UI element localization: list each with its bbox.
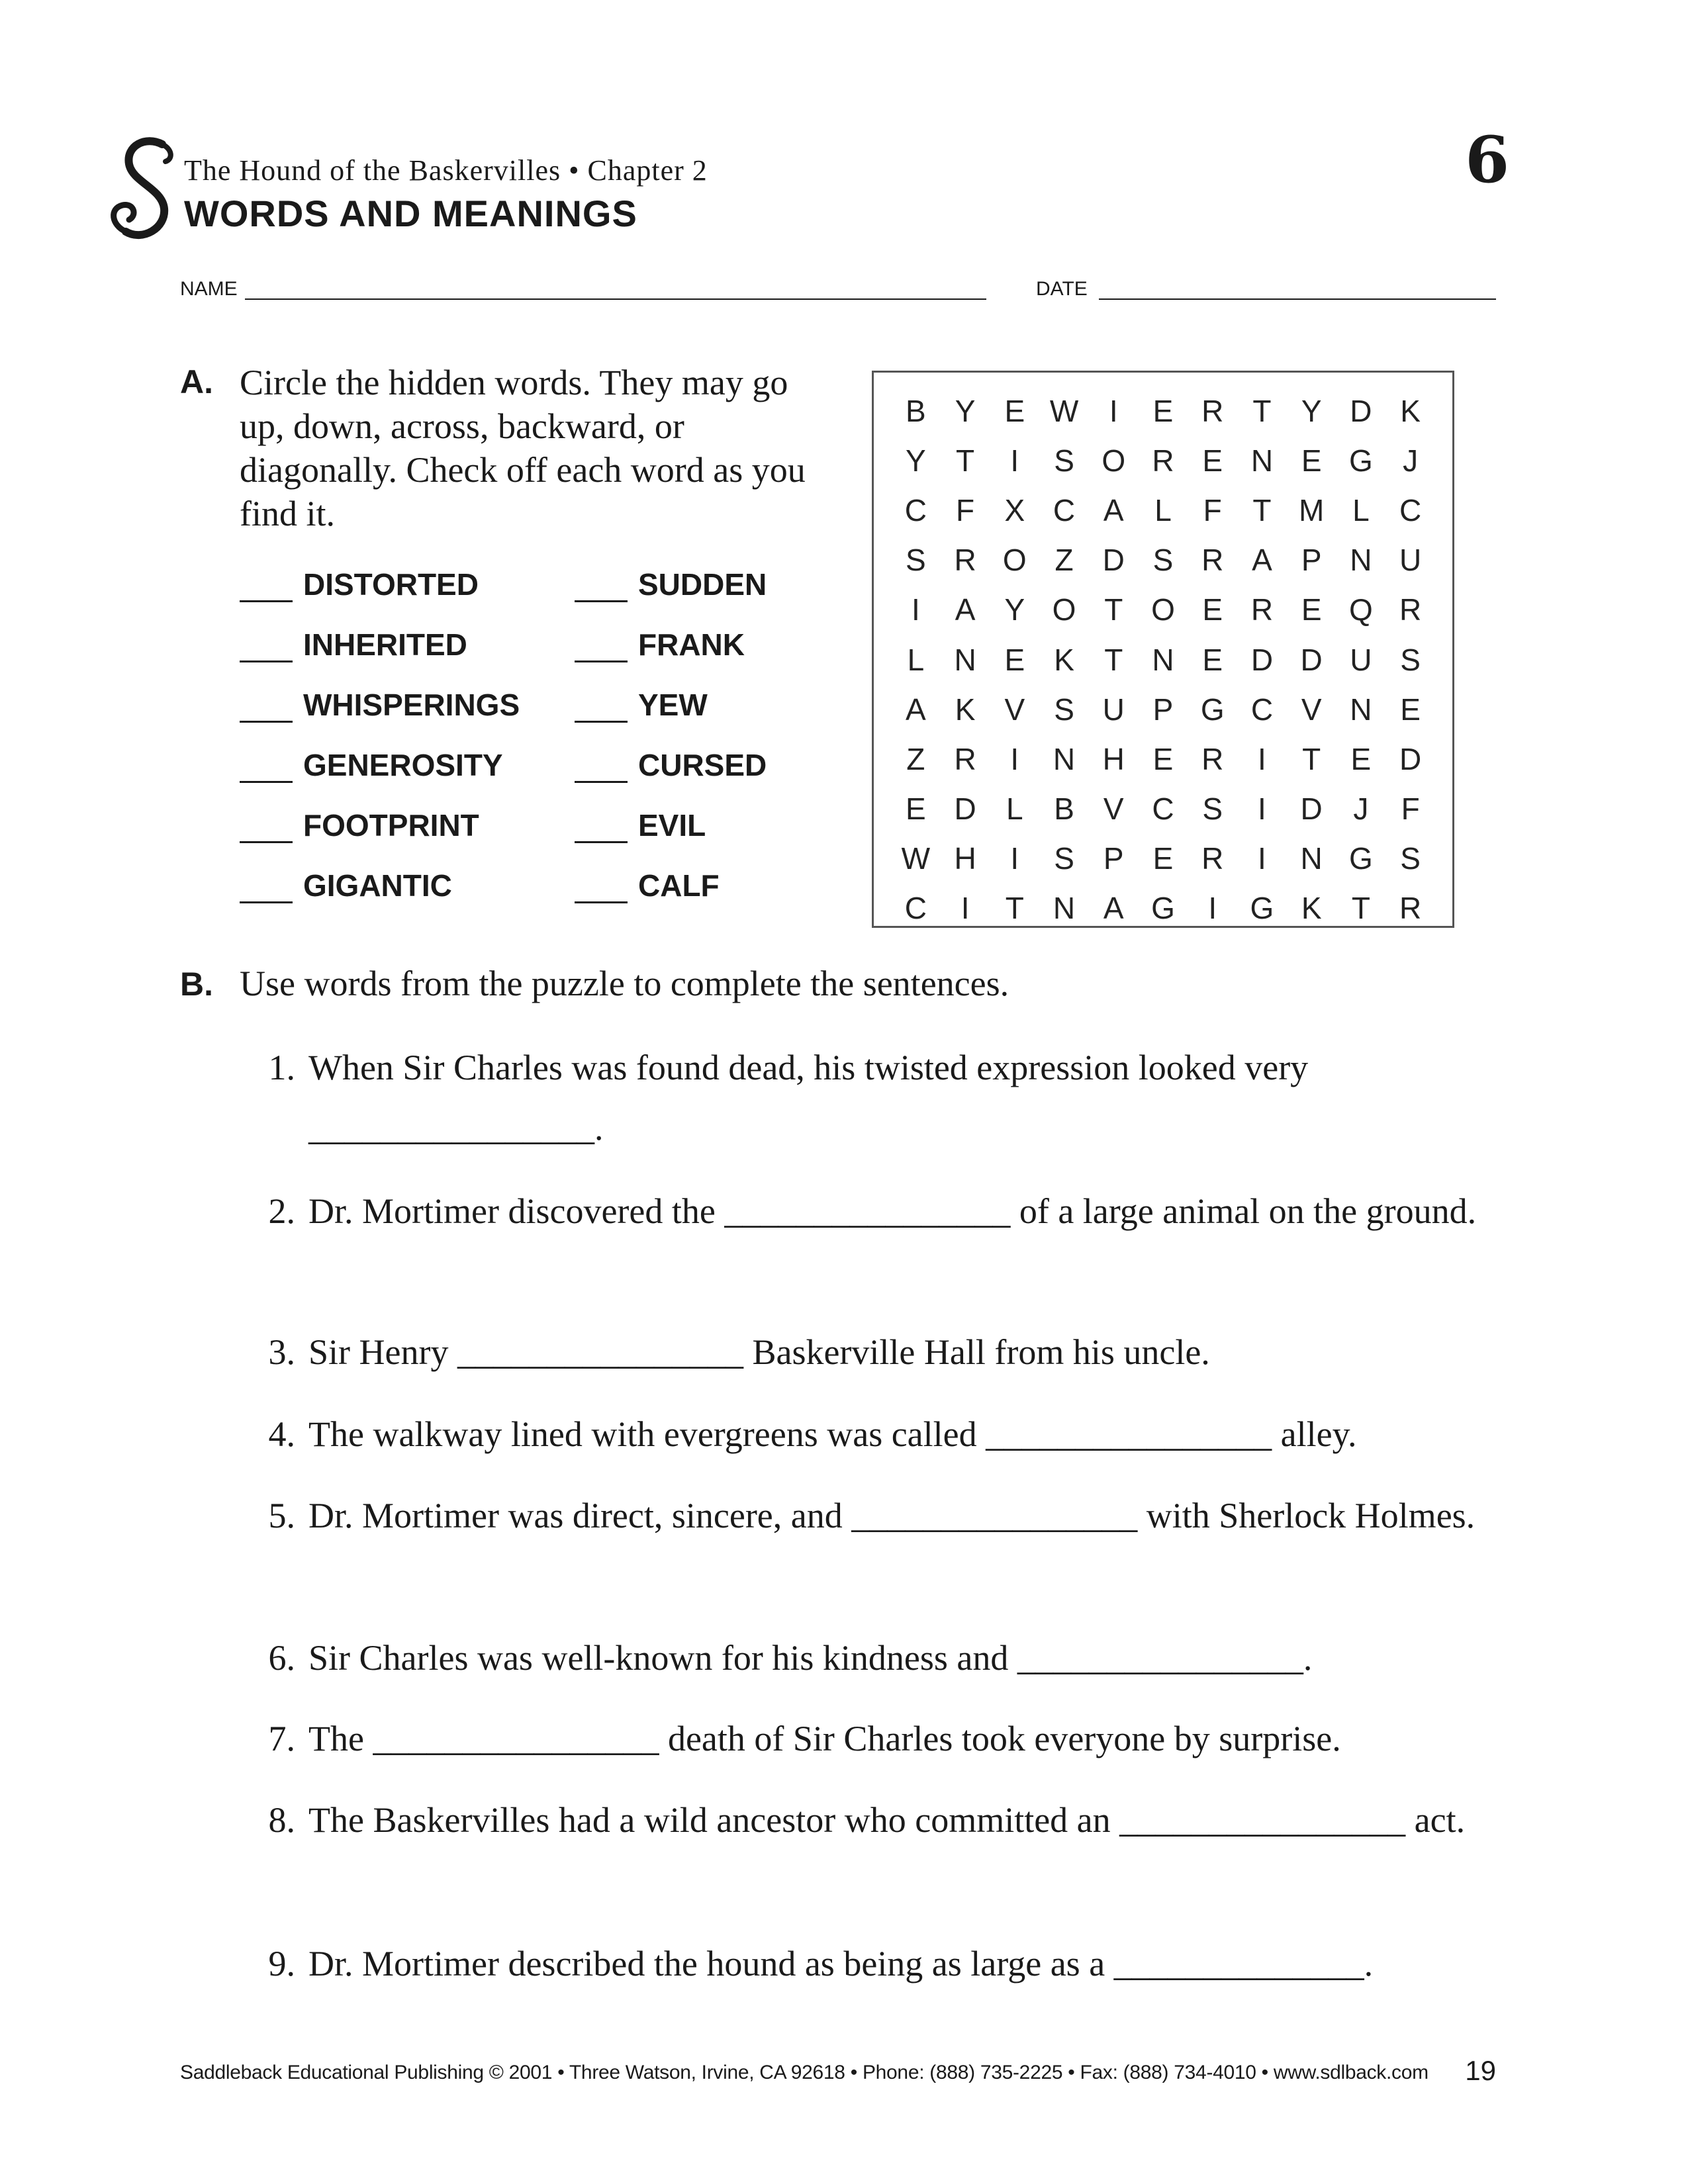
puzzle-letter[interactable]: T: [956, 443, 975, 478]
section-a-letter: A.: [180, 363, 213, 400]
puzzle-letter[interactable]: S: [1152, 543, 1174, 578]
check-blank[interactable]: [240, 812, 293, 843]
worksheet-title: WORDS AND MEANINGS: [184, 193, 637, 234]
puzzle-letter[interactable]: I: [1010, 443, 1019, 478]
sentence-item: [240, 1038, 1497, 1158]
puzzle-letter[interactable]: E: [1202, 592, 1223, 627]
sentence-item: [240, 1181, 1497, 1242]
word-checklist-item: [575, 743, 767, 783]
puzzle-letter[interactable]: I: [1010, 841, 1019, 876]
page-number: 19: [1465, 2055, 1496, 2086]
puzzle-letter[interactable]: N: [1053, 741, 1076, 776]
puzzle-letter[interactable]: G: [1151, 891, 1175, 926]
series-title: The Hound of the Baskervilles • Chapter 2: [184, 154, 708, 187]
word-checklist-item: [240, 623, 467, 662]
puzzle-letter[interactable]: O: [1151, 592, 1175, 627]
puzzle-letter[interactable]: D: [1250, 642, 1274, 677]
word-search-puzzle: [872, 371, 1454, 928]
puzzle-letter[interactable]: N: [1350, 692, 1372, 727]
word-checklist-item: [240, 563, 479, 602]
word-label: GENEROSITY: [303, 748, 503, 782]
sentence-text: The walkway lined with evergreens was called ________________ alley.: [308, 1414, 1357, 1454]
puzzle-letter[interactable]: H: [954, 841, 976, 876]
word-label: CALF: [638, 868, 720, 903]
puzzle-letter[interactable]: D: [954, 792, 976, 827]
sentence-text: Sir Henry ________________ Baskerville Hall from his uncle.: [308, 1332, 1210, 1372]
puzzle-letter[interactable]: P: [1103, 841, 1124, 876]
sentence-item: [240, 1790, 1497, 1850]
puzzle-letter[interactable]: D: [1300, 792, 1323, 827]
section-b-instructions: Use words from the puzzle to complete the sentences.: [240, 964, 1009, 1003]
puzzle-letter[interactable]: N: [1152, 642, 1174, 677]
word-label: FOOTPRINT: [303, 808, 479, 842]
check-blank[interactable]: [575, 812, 628, 843]
word-label: FRANK: [638, 627, 745, 662]
sentence-text: The Baskervilles had a wild ancestor who committed an ________________ act.: [308, 1800, 1466, 1840]
puzzle-letter[interactable]: G: [1349, 443, 1373, 478]
word-checklist-item: [240, 803, 479, 843]
puzzle-letter[interactable]: R: [1399, 891, 1422, 926]
sentence-text: The ________________ death of Sir Charles took everyone by surprise.: [308, 1719, 1341, 1758]
puzzle-letter[interactable]: M: [1299, 492, 1325, 527]
puzzle-letter[interactable]: K: [1301, 891, 1322, 926]
check-blank[interactable]: [575, 752, 628, 783]
check-blank[interactable]: [575, 571, 628, 602]
puzzle-letter[interactable]: C: [904, 492, 927, 527]
puzzle-letter[interactable]: E: [1202, 642, 1223, 677]
puzzle-letter[interactable]: T: [1252, 393, 1272, 428]
puzzle-letter[interactable]: Y: [1004, 592, 1025, 627]
puzzle-letter[interactable]: R: [1201, 393, 1224, 428]
sentence-number: 9.: [268, 1944, 295, 1983]
puzzle-letter[interactable]: X: [1004, 492, 1025, 527]
puzzle-letter[interactable]: A: [1103, 492, 1124, 527]
puzzle-letter[interactable]: I: [1208, 891, 1217, 926]
puzzle-letter[interactable]: S: [1400, 841, 1421, 876]
sentence-item: [240, 1628, 1497, 1688]
puzzle-letter[interactable]: D: [1399, 741, 1422, 776]
puzzle-letter[interactable]: G: [1250, 891, 1274, 926]
date-label: DATE: [1036, 278, 1088, 300]
puzzle-letter[interactable]: E: [1400, 692, 1421, 727]
puzzle-letter[interactable]: L: [1006, 792, 1023, 827]
puzzle-letter[interactable]: C: [1250, 692, 1274, 727]
word-label: YEW: [638, 688, 708, 722]
puzzle-letter[interactable]: R: [954, 543, 976, 578]
publisher-footer: Saddleback Educational Publishing © 2001 • Three Watson, Irvine, CA 92618 • Phone: (888) 735-2225 • Fax: (888) 734-4010 • www.sdlback.com: [180, 2062, 1429, 2083]
puzzle-letter[interactable]: A: [1103, 891, 1124, 926]
word-label: DISTORTED: [303, 567, 479, 602]
puzzle-letter[interactable]: E: [1152, 841, 1174, 876]
puzzle-letter[interactable]: Z: [906, 741, 925, 776]
puzzle-letter[interactable]: P: [1152, 692, 1174, 727]
section-a-instructions: Circle the hidden words. They may go up, down, across, backward, or diagonally. Check off each word as you find it.: [240, 363, 806, 533]
sentence-number: 5.: [268, 1496, 295, 1535]
puzzle-letter[interactable]: R: [1399, 592, 1422, 627]
puzzle-letter[interactable]: O: [1102, 443, 1126, 478]
puzzle-letter[interactable]: T: [1302, 741, 1321, 776]
check-blank[interactable]: [575, 872, 628, 903]
puzzle-letter[interactable]: C: [1053, 492, 1076, 527]
sentence-item: [240, 1709, 1497, 1769]
puzzle-letter[interactable]: R: [954, 741, 976, 776]
puzzle-letter[interactable]: A: [955, 592, 976, 627]
word-checklist-item: [575, 623, 745, 662]
check-blank[interactable]: [240, 692, 293, 723]
puzzle-letter[interactable]: A: [906, 692, 926, 727]
puzzle-letter[interactable]: V: [1004, 692, 1025, 727]
puzzle-letter[interactable]: E: [1301, 443, 1322, 478]
puzzle-letter[interactable]: G: [1349, 841, 1373, 876]
puzzle-letter[interactable]: J: [1403, 443, 1419, 478]
puzzle-letter[interactable]: R: [1201, 841, 1224, 876]
sentence-number: 8.: [268, 1800, 295, 1840]
check-blank[interactable]: [240, 571, 293, 602]
puzzle-letter[interactable]: I: [911, 592, 920, 627]
puzzle-letter[interactable]: N: [954, 642, 976, 677]
puzzle-letter[interactable]: K: [1054, 642, 1074, 677]
word-checklist-item: [240, 743, 503, 783]
puzzle-letter[interactable]: N: [1350, 543, 1372, 578]
check-blank[interactable]: [240, 752, 293, 783]
word-label: CURSED: [638, 748, 767, 782]
puzzle-letter[interactable]: E: [1301, 592, 1322, 627]
word-checklist-item: [575, 864, 720, 903]
puzzle-letter[interactable]: D: [1102, 543, 1125, 578]
word-checklist-item: [575, 683, 708, 723]
check-blank[interactable]: [575, 631, 628, 662]
sentence-number: 3.: [268, 1332, 295, 1372]
puzzle-letter[interactable]: S: [1202, 792, 1223, 827]
puzzle-letter[interactable]: S: [906, 543, 926, 578]
puzzle-letter[interactable]: I: [1258, 792, 1266, 827]
sentence-number: 6.: [268, 1638, 295, 1678]
puzzle-letter[interactable]: Y: [1301, 393, 1322, 428]
sentence-number: 2.: [268, 1191, 295, 1231]
sentence-text: Dr. Mortimer discovered the ________________ of a large animal on the ground.: [308, 1191, 1477, 1231]
puzzle-letter[interactable]: F: [1203, 492, 1222, 527]
puzzle-letter[interactable]: N: [1300, 841, 1323, 876]
word-checklist-item: [240, 864, 452, 903]
puzzle-letter[interactable]: T: [1351, 891, 1370, 926]
check-blank[interactable]: [240, 631, 293, 662]
word-label: GIGANTIC: [303, 868, 452, 903]
puzzle-letter[interactable]: B: [1054, 792, 1074, 827]
word-label: EVIL: [638, 808, 706, 842]
puzzle-letter[interactable]: Y: [955, 393, 976, 428]
sheet-number: 6: [1465, 122, 1509, 197]
puzzle-letter[interactable]: R: [1250, 592, 1274, 627]
puzzle-letter[interactable]: T: [1005, 891, 1024, 926]
puzzle-letter[interactable]: Y: [906, 443, 926, 478]
puzzle-letter[interactable]: O: [1052, 592, 1076, 627]
puzzle-letter[interactable]: K: [955, 692, 976, 727]
sentence-text: When Sir Charles was found dead, his twisted expression looked very ________________.: [308, 1048, 1309, 1148]
puzzle-letter[interactable]: E: [1004, 393, 1025, 428]
sentence-text: Sir Charles was well-known for his kindness and ________________.: [308, 1638, 1313, 1678]
puzzle-letter[interactable]: F: [1401, 792, 1420, 827]
puzzle-letter[interactable]: C: [1399, 492, 1422, 527]
check-blank[interactable]: [575, 692, 628, 723]
sentence-item: [240, 1934, 1497, 1994]
puzzle-letter[interactable]: E: [1202, 443, 1223, 478]
sentence-text: Dr. Mortimer was direct, sincere, and ________________ with Sherlock Holmes.: [308, 1496, 1476, 1535]
puzzle-letter[interactable]: P: [1301, 543, 1322, 578]
sentence-item: [240, 1322, 1497, 1383]
puzzle-letter[interactable]: C: [1152, 792, 1174, 827]
puzzle-letter[interactable]: I: [961, 891, 970, 926]
sentence-text: Dr. Mortimer described the hound as being as large as a ______________.: [308, 1944, 1374, 1983]
puzzle-letter[interactable]: D: [1350, 393, 1372, 428]
sentence-item: [240, 1486, 1497, 1546]
sentence-item: [240, 1404, 1497, 1465]
puzzle-letter[interactable]: E: [1350, 741, 1372, 776]
puzzle-letter[interactable]: I: [1109, 393, 1118, 428]
puzzle-letter[interactable]: Z: [1055, 543, 1074, 578]
puzzle-letter[interactable]: L: [1352, 492, 1370, 527]
puzzle-letter[interactable]: S: [1054, 692, 1074, 727]
puzzle-letter[interactable]: U: [1102, 692, 1125, 727]
section-b-letter: B.: [180, 966, 213, 1003]
puzzle-letter[interactable]: U: [1399, 543, 1422, 578]
puzzle-letter[interactable]: R: [1152, 443, 1174, 478]
puzzle-letter[interactable]: I: [1258, 841, 1266, 876]
puzzle-letter[interactable]: I: [1258, 741, 1266, 776]
puzzle-letter[interactable]: K: [1400, 393, 1421, 428]
puzzle-letter[interactable]: V: [1103, 792, 1124, 827]
puzzle-letter[interactable]: A: [1252, 543, 1272, 578]
puzzle-letter[interactable]: U: [1350, 642, 1372, 677]
puzzle-letter[interactable]: T: [1252, 492, 1272, 527]
date-field[interactable]: [1099, 298, 1496, 300]
puzzle-letter[interactable]: V: [1301, 692, 1322, 727]
puzzle-letter[interactable]: R: [1201, 543, 1224, 578]
puzzle-letter[interactable]: I: [1010, 741, 1019, 776]
puzzle-grid[interactable]: [891, 386, 1435, 933]
puzzle-letter[interactable]: L: [1154, 492, 1172, 527]
puzzle-letter[interactable]: S: [1054, 443, 1074, 478]
puzzle-letter[interactable]: N: [1053, 891, 1076, 926]
puzzle-letter[interactable]: R: [1201, 741, 1224, 776]
puzzle-letter[interactable]: E: [1004, 642, 1025, 677]
puzzle-letter[interactable]: G: [1200, 692, 1225, 727]
puzzle-letter[interactable]: H: [1102, 741, 1125, 776]
puzzle-letter[interactable]: C: [904, 891, 927, 926]
publisher-logo-icon: [99, 132, 185, 245]
name-label: NAME: [180, 278, 238, 300]
puzzle-letter[interactable]: T: [1104, 642, 1123, 677]
puzzle-letter[interactable]: D: [1300, 642, 1323, 677]
word-checklist-item: [575, 563, 767, 602]
puzzle-letter[interactable]: O: [1002, 543, 1027, 578]
puzzle-letter[interactable]: S: [1054, 841, 1074, 876]
puzzle-letter[interactable]: F: [956, 492, 975, 527]
puzzle-letter[interactable]: E: [906, 792, 926, 827]
puzzle-letter[interactable]: B: [906, 393, 926, 428]
word-label: WHISPERINGS: [303, 688, 520, 722]
puzzle-letter[interactable]: Q: [1349, 592, 1373, 627]
word-checklist-item: [575, 803, 706, 843]
word-label: INHERITED: [303, 627, 467, 662]
puzzle-letter[interactable]: E: [1152, 393, 1174, 428]
puzzle-letter[interactable]: N: [1250, 443, 1274, 478]
puzzle-letter[interactable]: S: [1400, 642, 1421, 677]
sentence-number: 7.: [268, 1719, 295, 1758]
word-checklist-item: [240, 683, 520, 723]
puzzle-letter[interactable]: E: [1152, 741, 1174, 776]
puzzle-letter[interactable]: W: [901, 841, 931, 876]
sentence-number: 1.: [268, 1048, 295, 1087]
puzzle-letter[interactable]: T: [1104, 592, 1123, 627]
sentence-number: 4.: [268, 1414, 295, 1454]
name-field[interactable]: [245, 298, 986, 300]
check-blank[interactable]: [240, 872, 293, 903]
word-label: SUDDEN: [638, 567, 767, 602]
puzzle-letter[interactable]: J: [1353, 792, 1369, 827]
puzzle-letter[interactable]: L: [907, 642, 925, 677]
puzzle-letter[interactable]: W: [1049, 393, 1079, 428]
